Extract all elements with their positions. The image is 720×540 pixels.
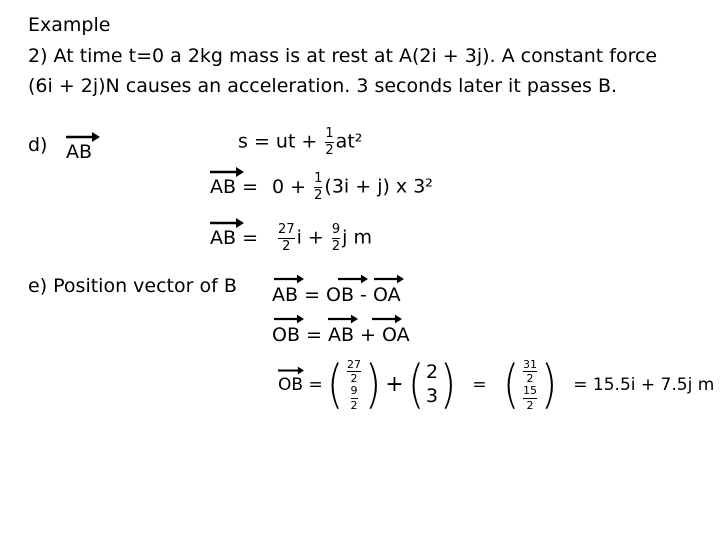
right-paren: ) xyxy=(440,355,457,415)
equals-sign: = xyxy=(472,374,487,395)
problem-line-2: (6i + 2j)N causes an acceleration. 3 seconds later it passes B. xyxy=(28,75,618,97)
column-vector-1 xyxy=(345,359,363,411)
equation-ob-ab-oa xyxy=(272,326,410,345)
vector-arrow-icon xyxy=(274,274,304,284)
vector-arrow-icon xyxy=(66,132,100,142)
fraction-numerator: 1 xyxy=(314,171,323,186)
part-d-vector-ab xyxy=(66,143,92,162)
fraction-numerator: 15 xyxy=(522,384,537,397)
row2-j-term: j m xyxy=(342,226,372,249)
part-d-label: d) xyxy=(28,134,48,156)
fraction-numerator: 31 xyxy=(522,357,537,371)
right-paren: ) xyxy=(365,355,382,415)
fraction-27-2 xyxy=(278,223,295,253)
row1-vector-ab xyxy=(210,175,258,198)
suvat-lhs: s = ut + xyxy=(238,130,324,153)
fraction-denominator: 2 xyxy=(350,372,358,386)
left-paren: ( xyxy=(326,355,343,415)
ob-vector xyxy=(278,374,323,395)
right-paren: ) xyxy=(540,355,558,415)
row1-lhs: AB = xyxy=(210,175,258,198)
vector-arrow-icon xyxy=(338,274,368,284)
problem-line-1: 2) At time t=0 a 2kg mass is at rest at A(2i + 3j). A constant force xyxy=(28,45,658,67)
vector-arrow-icon xyxy=(328,314,358,324)
fraction-denominator: 2 xyxy=(282,238,291,254)
vector-arrow-icon xyxy=(372,314,402,324)
fraction-31-2 xyxy=(523,359,537,385)
vector-top-entry: 2 xyxy=(426,361,439,384)
vector-arrow-icon xyxy=(274,314,304,324)
vector-arrow-icon xyxy=(210,167,244,177)
example-title: Example xyxy=(28,14,111,36)
column-vector-3 xyxy=(521,359,539,411)
fraction-9-2 xyxy=(351,385,358,411)
vector-arrow-icon xyxy=(210,218,244,228)
row2-vector-ab xyxy=(210,226,258,249)
fraction-denominator: 2 xyxy=(526,398,534,412)
half-fraction xyxy=(314,172,322,202)
ab-row-2 xyxy=(210,223,372,253)
ob-label: OB = xyxy=(278,374,323,395)
vector-arrow-icon xyxy=(278,366,304,375)
equation-text: OB = AB + OA xyxy=(272,324,410,346)
left-paren: ( xyxy=(407,355,425,415)
equation-ab-ob-oa xyxy=(272,286,401,305)
part-e-label: e) Position vector of B xyxy=(28,275,237,297)
fraction-27-2 xyxy=(347,359,361,385)
row2-i-term: i + xyxy=(296,226,330,249)
fraction-numerator: 9 xyxy=(331,222,341,237)
fraction-denominator: 2 xyxy=(526,372,534,386)
half-fraction xyxy=(325,127,333,157)
row2-lhs: AB = xyxy=(210,226,258,249)
column-vector-equation xyxy=(278,345,714,425)
vector-bottom-entry: 3 xyxy=(426,385,439,407)
suvat-tail: at² xyxy=(335,130,363,153)
fraction-denominator: 2 xyxy=(350,398,358,412)
column-vector-2 xyxy=(426,361,438,409)
fraction-denominator: 2 xyxy=(331,238,341,254)
vector-arrow-icon xyxy=(374,274,404,284)
suvat-equation xyxy=(238,127,362,157)
fraction-denominator: 2 xyxy=(325,142,334,158)
equation-text: AB = OB - OA xyxy=(272,284,401,306)
plus-sign: + xyxy=(385,372,404,397)
fraction-numerator: 27 xyxy=(278,222,295,237)
row1-term-a: 0 + xyxy=(272,175,313,198)
fraction-numerator: 9 xyxy=(350,384,358,397)
fraction-denominator: 2 xyxy=(314,187,323,203)
fraction-9-2 xyxy=(332,223,340,253)
left-paren: ( xyxy=(502,355,519,415)
ab-row-1 xyxy=(210,172,433,202)
fraction-numerator: 1 xyxy=(325,126,334,141)
result-text: = 15.5i + 7.5j m xyxy=(573,374,715,395)
vector-ab-text: AB xyxy=(66,141,93,163)
fraction-numerator: 27 xyxy=(347,357,361,371)
fraction-15-2 xyxy=(523,385,537,411)
row1-term-b: (3i + j) x 3² xyxy=(324,175,433,198)
